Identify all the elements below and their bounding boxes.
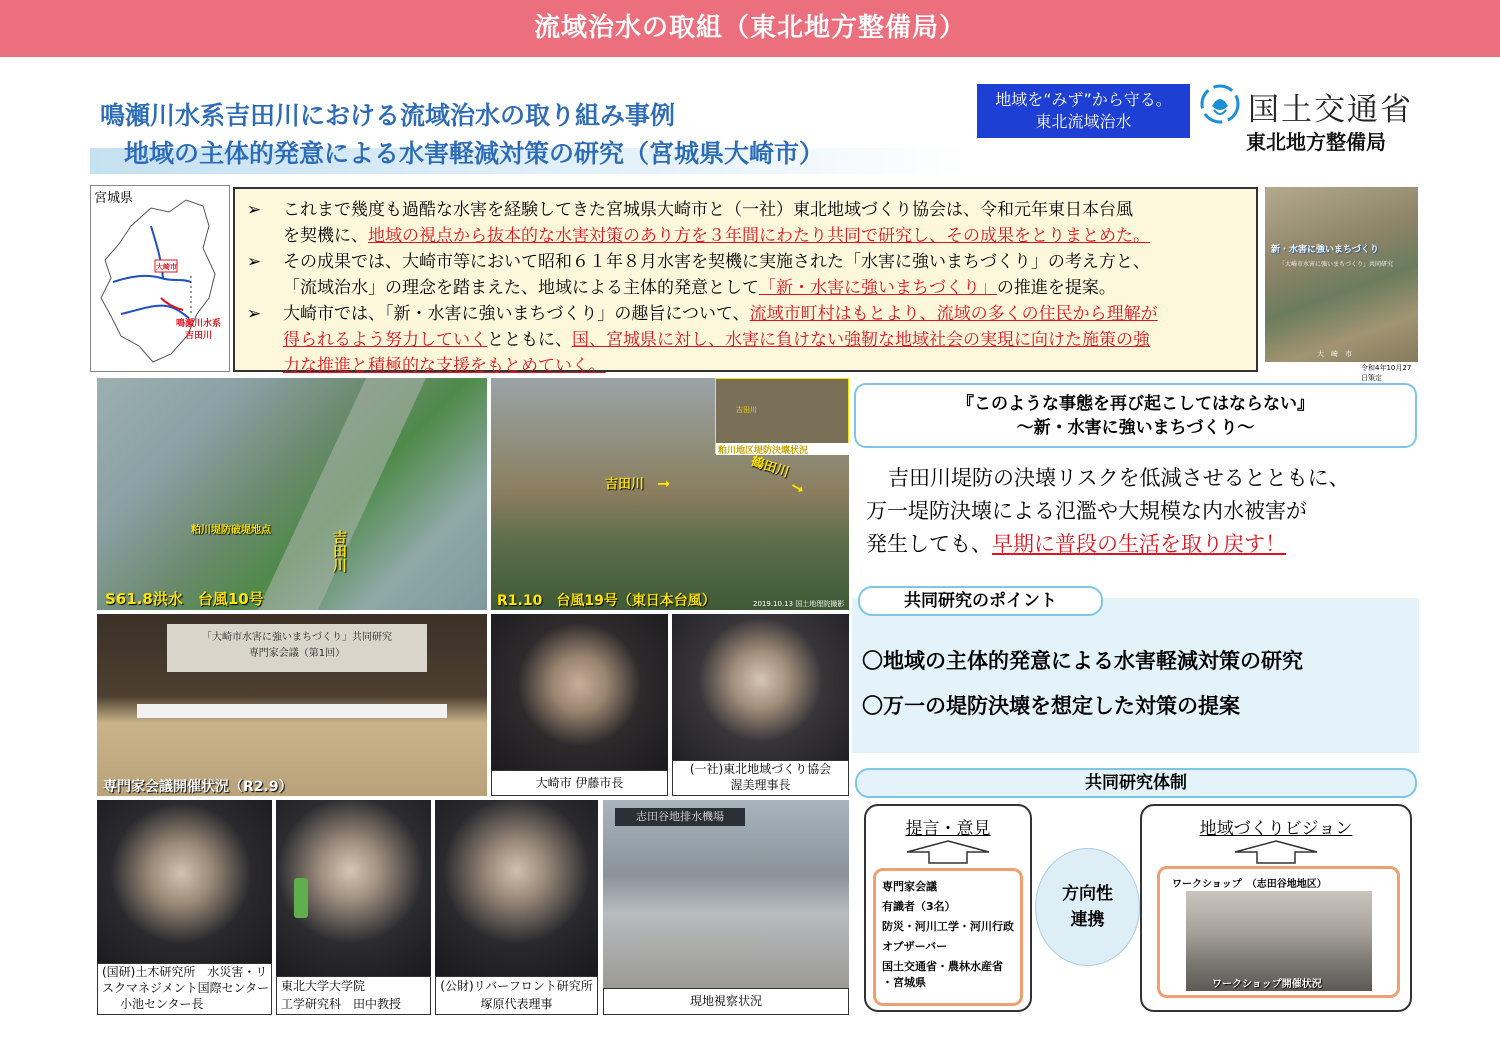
council-line3: 防災・河川工学・河川行政 [882, 920, 1014, 933]
summary-3-highlight-d: 力な推進と積極的な支援をもとめていく。 [283, 356, 606, 376]
flood2-river2-label: 鶴田川 [749, 454, 791, 481]
flood2-inset-photo [715, 378, 849, 454]
direction-line1: 方向性 [1062, 884, 1113, 904]
site-visit-photo [603, 800, 849, 988]
mayor-photo [491, 614, 668, 770]
summary-1-text: これまで幾度も過酷な水害を経験してきた宮城県大崎市と（一社）東北地域づくり協会は、令和元年東日本台風 [283, 200, 1133, 220]
flood2-inset-label: 粕川地区堤防決壊状況 [718, 446, 809, 456]
map-city-label: 大崎市 [156, 263, 177, 271]
system-title: 共同研究体制 [855, 768, 1417, 798]
cover-title: 新・水害に強いまちづくり [1271, 245, 1379, 255]
goal-line2: 万一堤防決壊による氾濫や大規模な内水被害が [866, 499, 1307, 523]
vision-heading: 地域づくりビジョン [1199, 819, 1353, 839]
map-region-label: 宮城県 [92, 187, 135, 206]
slogan-badge [977, 84, 1190, 138]
direction-line2: 連携 [1070, 910, 1105, 930]
workshop-label: ワークショップ （志田谷地地区） [1172, 879, 1327, 890]
direction-oval [1035, 848, 1140, 966]
council-line4: オブザーバー [882, 940, 948, 953]
flood2-inset-river: 吉田川 [736, 406, 757, 414]
flood2-caption: R1.10 台風19号（東日本台風） [497, 593, 716, 609]
arrow-up-icon [1233, 840, 1319, 868]
pwri-caption [97, 963, 272, 1015]
flood2-credit: 2019.10.13 国土地理院撮影 [753, 600, 845, 608]
summary-3-highlight-b: 得られるよう努力していく [283, 330, 487, 350]
tohoku-caption-line2: 工学研究科 田中教授 [281, 997, 402, 1011]
meeting-caption: 専門家会議開催状況（R2.9） [103, 779, 293, 795]
site-caption: 現地視察状況 [603, 988, 849, 1015]
association-caption [672, 760, 849, 796]
council-line6: ・宮城県 [882, 976, 926, 989]
summary-2-text-b: 「流域治水」の理念を踏まえた、地域による主体的発意として [283, 278, 759, 298]
summary-box [233, 187, 1258, 376]
page-subtitle: 地域の主体的発意による水害軽減対策の研究（宮城県大崎市） [124, 139, 825, 168]
cover-date: 令和4年10月27日策定 [1361, 364, 1412, 382]
slogan-line1: 地域を“みず”から守る。 [995, 90, 1172, 109]
site-building-sign: 志田谷地排水機場 [615, 808, 745, 826]
summary-3-text-b: とともに、 [487, 330, 572, 350]
arrow-right-icon: ➞ [787, 475, 809, 500]
pwri-caption-line3: 小池センター長 [120, 997, 204, 1011]
flood-photo-s61 [97, 378, 487, 610]
arrow-right-icon: ➞ [657, 474, 671, 493]
mlit-logo-icon [1200, 84, 1240, 124]
summary-1-text-b: を契機に、 [283, 226, 368, 246]
arrow-bullet-icon: ➢ [247, 304, 262, 324]
summary-2-highlight: 「新・水害に強いまちづくり」 [759, 278, 997, 298]
association-caption-line2: 渥美理事長 [730, 778, 791, 792]
point-item-2: 〇万一の堤防決壊を想定した対策の提案 [862, 694, 1240, 718]
workshop-photo [1186, 891, 1372, 991]
association-caption-line1: (一社)東北地域づくり協会 [689, 762, 832, 776]
tohoku-caption-line1: 東北大学大学院 [281, 979, 366, 993]
council-line5: 国土交通省・農林水産省 [882, 960, 1003, 973]
workshop-caption: ワークショップ開催状況 [1212, 979, 1322, 990]
goal-highlight: 早期に普段の生活を取り戻す！ [992, 532, 1286, 556]
riverfront-caption-line1: (公財)リバーフロント研究所 [440, 979, 593, 993]
flood-photo-r1 [491, 378, 849, 610]
pwri-caption-line1: (国研)土木研究所 水災害・リ [102, 965, 268, 979]
arrow-up-icon [905, 840, 991, 868]
expert-council-box [873, 868, 1023, 1006]
summary-3-text: 大崎市では、「新・水害に強いまちづくり」の趣旨について、 [283, 304, 750, 324]
arrow-bullet-icon: ➢ [247, 200, 262, 220]
banner-title: 流域治水の取組（東北地方整備局） [533, 13, 966, 43]
advice-heading: 提言・意見 [905, 819, 991, 839]
meeting-banner [167, 624, 427, 672]
panel-heading [854, 383, 1417, 448]
panel-heading-line1: 『このような事態を再び起こしてはならない』 [957, 394, 1314, 414]
cover-image [1265, 187, 1418, 382]
riverfront-caption-line2: 塚原代表理事 [480, 997, 553, 1011]
points-title: 共同研究のポイント [858, 586, 1103, 616]
riverfront-director-photo [435, 800, 598, 976]
point-item-1: 〇地域の主体的発意による水害軽減対策の研究 [862, 649, 1303, 673]
cover-subtitle: 「大崎市水害に強いまちづくり」共同研究 [1279, 261, 1393, 268]
council-line2: 有識者（3名） [882, 900, 956, 913]
summary-2-text-c: の推進を提案。 [996, 278, 1116, 298]
page-title: 鳴瀬川水系吉田川における流域治水の取り組み事例 [100, 101, 676, 130]
ministry-name: 国土交通省 [1248, 92, 1413, 128]
flood1-river-label: 吉田川 [331, 530, 347, 572]
flood1-levee-label: 粕川堤防破堤地点 [191, 525, 271, 536]
summary-1-highlight: 地域の視点から抜本的な水害対策のあり方を３年間にわたり共同で研究し、その成果をとりまとめた。 [368, 226, 1150, 246]
panel-heading-line2: ～新・水害に強いまちづくり～ [1016, 418, 1255, 438]
map-river-line2: 吉田川 [185, 331, 213, 341]
workshop-box [1157, 866, 1400, 998]
mayor-caption: 大崎市 伊藤市長 [491, 770, 668, 796]
council-line1: 専門家会議 [882, 880, 937, 893]
slogan-line2: 東北流域治水 [1035, 112, 1132, 131]
goal-line1: 吉田川堤防の決壊リスクを低減させるとともに、 [888, 466, 1350, 490]
map-river-line1: 鳴瀬川水系 [176, 319, 222, 329]
map-river-label [176, 318, 221, 342]
association-chair-photo [672, 614, 849, 760]
tohoku-caption [276, 976, 431, 1015]
goal-text [866, 462, 1411, 561]
flood2-river1-label: 吉田川 [605, 477, 645, 492]
flood1-caption: S61.8洪水 台風10号 [105, 590, 264, 608]
pwri-director-photo [97, 800, 272, 963]
expert-meeting-photo [97, 614, 487, 796]
meeting-banner-line1: 「大崎市水害に強いまちづくり」共同研究 [202, 632, 392, 643]
summary-3-highlight-c: 国、宮城県に対し、水害に負けない強靭な地域社会の実現に向けた施策の強 [572, 330, 1150, 350]
summary-2-text: その成果では、大崎市等において昭和６１年８月水害を契機に実施された「水害に強いまちづくり」の考え方と、 [283, 252, 1150, 272]
arrow-bullet-icon: ➢ [247, 252, 262, 272]
points-band [852, 598, 1419, 753]
pwri-caption-line2: スクマネジメント国際センター [102, 981, 270, 995]
meeting-banner-line2: 専門家会議（第1回） [248, 648, 346, 659]
summary-3-highlight-a: 流域市町村はもとより、流域の多くの住民から理解が [749, 304, 1158, 324]
bureau-name: 東北地方整備局 [1246, 130, 1386, 154]
riverfront-caption [435, 976, 598, 1015]
tohoku-professor-photo [276, 800, 431, 976]
miyagi-map [90, 185, 230, 372]
goal-line3: 発生しても、 [866, 532, 992, 556]
cover-place: 大 崎 市 [1317, 350, 1352, 358]
